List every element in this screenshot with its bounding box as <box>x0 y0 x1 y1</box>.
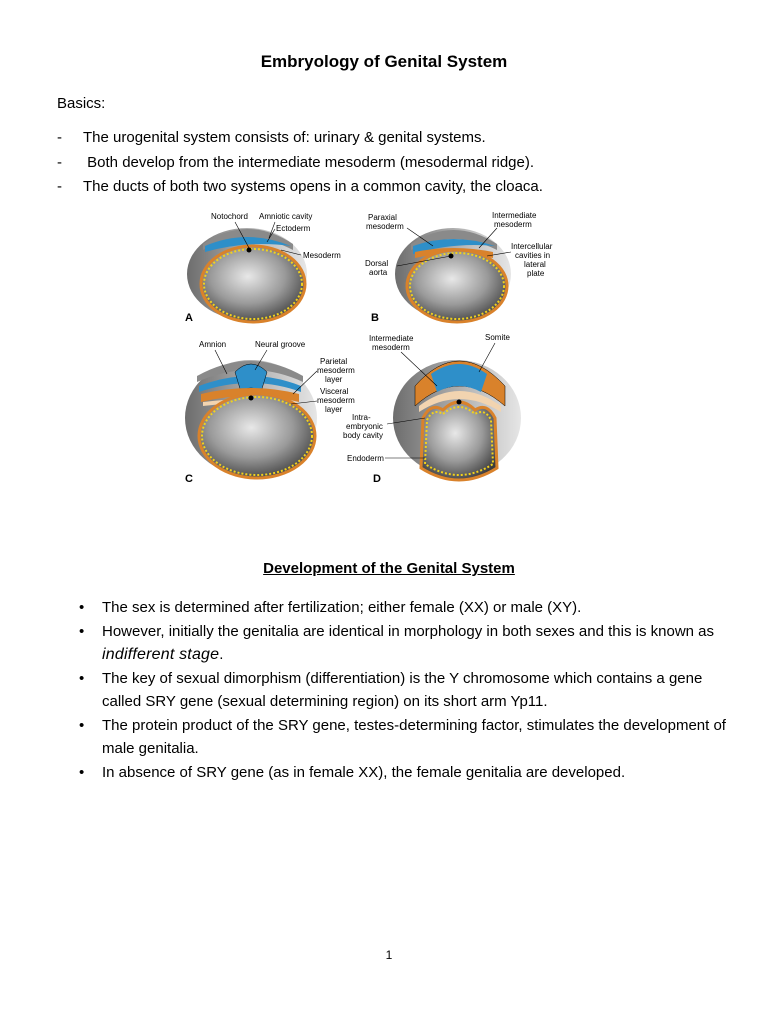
list-item: • The key of sexual dimorphism (differentiation) is the Y chromosome which contains a gene called SRY gene (sexual determining region) on its short arm Yp11. <box>79 669 703 710</box>
bullet-text: The protein product of the SRY gene, testes-determining factor, stimulates the development of male genitalia. <box>102 716 726 757</box>
embryo-illustration <box>175 206 555 492</box>
panel-label-a: A <box>185 312 193 324</box>
label-notochord: Notochord <box>211 212 248 221</box>
label-dorsal: Dorsal <box>365 259 389 268</box>
label-parietal: Parietal <box>320 357 348 366</box>
panel-a-drawing <box>187 228 307 322</box>
label-intercellular-3: lateral <box>524 260 546 269</box>
label-neural-groove: Neural groove <box>255 340 306 349</box>
label-visceral-3: layer <box>325 405 343 414</box>
indifferent-stage-term: indifferent stage <box>102 646 220 663</box>
basics-item-text: Both develop from the intermediate mesoderm (mesodermal ridge). <box>83 153 535 171</box>
label-intermediate-d-2: mesoderm <box>372 343 410 352</box>
label-intermediate-d: Intermediate <box>369 334 414 343</box>
list-item: • The protein product of the SRY gene, testes-determining factor, stimulates the development of male genitalia. <box>79 716 726 757</box>
list-item: - The urogenital system consists of: urinary & genital systems. <box>57 129 486 146</box>
panel-b-drawing <box>395 228 511 322</box>
panel-label-d: D <box>373 473 381 485</box>
embryo-cross-section-figure <box>175 206 555 492</box>
label-endoderm: Endoderm <box>347 454 384 463</box>
basics-item-text: The urogenital system consists of: urinary & genital systems. <box>83 129 486 146</box>
label-intercellular-2: cavities in <box>515 251 551 260</box>
list-item: • The sex is determined after fertilization; either female (XX) or male (XY). <box>79 599 582 616</box>
bullet-text: The sex is determined after fertilization; either female (XX) or male (XY). <box>102 599 582 616</box>
panel-c-drawing <box>185 360 317 478</box>
label-dorsal-2: aorta <box>369 268 388 277</box>
label-intra-3: body cavity <box>343 431 384 440</box>
label-intra-2: embryonic <box>346 422 383 431</box>
bullet-text: In absence of SRY gene (as in female XX), the female genitalia are developed. <box>102 763 626 781</box>
panel-label-c: C <box>185 473 193 485</box>
label-visceral-2: mesoderm <box>317 396 355 405</box>
label-paraxial-2: mesoderm <box>366 222 404 231</box>
list-item: - Both develop from the intermediate mesoderm (mesodermal ridge). <box>57 153 535 171</box>
section-heading: Development of the Genital System <box>263 560 515 577</box>
page-number: 1 <box>385 948 393 962</box>
bullet-text: However, initially the genitalia are identical in morphology in both sexes and this is known as <box>102 622 715 640</box>
label-ectoderm: Ectoderm <box>276 224 311 233</box>
bullet-text-end: . <box>219 646 224 663</box>
basics-item-text: The ducts of both two systems opens in a common cavity, the cloaca. <box>83 178 543 195</box>
basics-list <box>57 128 737 202</box>
panel-label-b: B <box>371 312 379 324</box>
list-item: - The ducts of both two systems opens in a common cavity, the cloaca. <box>57 178 543 195</box>
label-somite: Somite <box>485 333 510 342</box>
bullet-text: The key of sexual dimorphism (differentiation) is the Y chromosome which contains a gene called SRY gene (sexual determining region) on its short arm Yp11. <box>102 669 703 710</box>
label-intra: Intra- <box>352 413 371 422</box>
label-amnion: Amnion <box>199 340 227 349</box>
list-item: • However, initially the genitalia are identical in morphology in both sexes and this is known as indifferent stage. <box>79 622 715 663</box>
label-intermediate-b-2: mesoderm <box>494 220 532 229</box>
basics-label: Basics: <box>57 95 106 112</box>
label-visceral: Visceral <box>320 387 349 396</box>
label-intercellular-4: plate <box>527 269 545 278</box>
label-paraxial: Paraxial <box>368 213 397 222</box>
label-amniotic-cavity: Amniotic cavity <box>259 212 313 221</box>
list-item: • In absence of SRY gene (as in female XX), the female genitalia are developed. <box>79 763 626 781</box>
label-intercellular: Intercellular <box>511 242 553 251</box>
bullet-list <box>79 596 729 784</box>
label-parietal-2: mesoderm <box>317 366 355 375</box>
document-title: Embryology of Genital System <box>260 52 508 71</box>
label-mesoderm: Mesoderm <box>303 251 341 260</box>
label-intermediate-b: Intermediate <box>492 211 537 220</box>
label-parietal-3: layer <box>325 375 343 384</box>
